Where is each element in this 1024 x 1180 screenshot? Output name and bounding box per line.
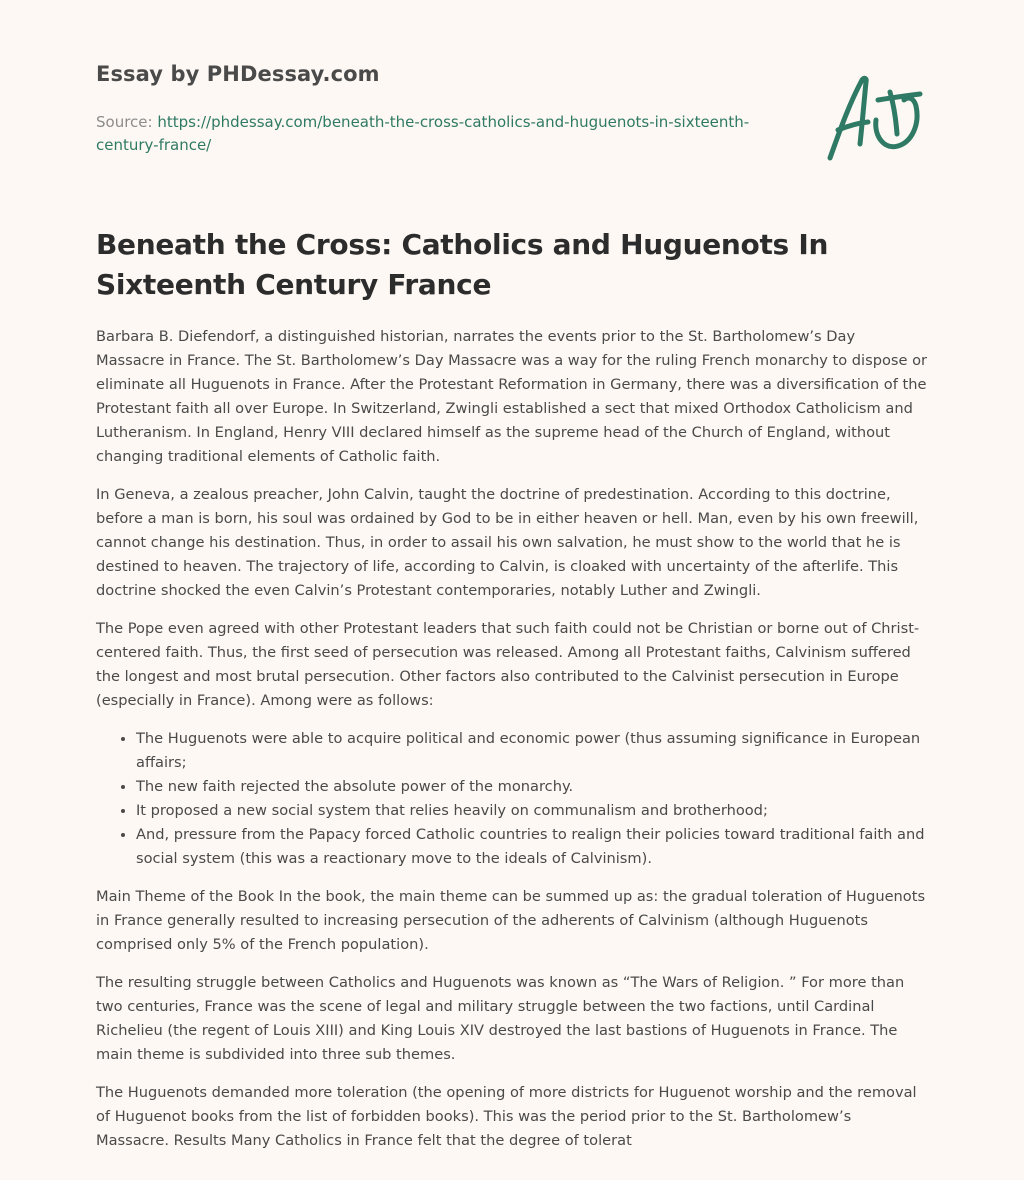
list-item: • The new faith rejected the absolute power of the monarchy. <box>136 775 928 799</box>
paragraph: Barbara B. Diefendorf, a distinguished historian, narrates the events prior to the St. Bartholomew’s Day Massacre in France. The St. Bartholomew’s Day Massacre was a way for the ruling French monarchy to dispose or eliminate all Huguenots in France. After the Protestant Reformation in Germany, there was a diversification of the Protestant faith all over Europe. In Switzerland, Zwingli established a sect that mixed Orthodox Catholicism and Lutheranism. In England, Henry VIII declared himself as the supreme head of the Church of England, without changing traditional elements of Catholic faith. <box>96 328 928 465</box>
paragraph: In Geneva, a zealous preacher, John Calvin, taught the doctrine of predestination. According to this doctrine, before a man is born, his soul was ordained by God to be in either heaven or hell. Man, even by his own freewill, cannot change his destination. Thus, in order to assail his own salvation, he must show to the world that he is destined to heaven. The trajectory of life, according to Calvin, is cloaked with uncertainty of the afterlife. This doctrine shocked the even Calvin’s Protestant contemporaries, notably Luther and Zwingli. <box>96 486 919 599</box>
paragraph: Main Theme of the Book In the book, the main theme can be summed up as: the gradual toleration of Huguenots in France generally resulted to increasing persecution of the adherents of Calvinism (although Huguenots comprised only 5% of the French population). <box>96 888 926 953</box>
a-plus-logo-icon <box>824 66 928 166</box>
factor-list <box>96 727 928 871</box>
source-line <box>96 111 776 157</box>
article-body <box>96 325 928 1167</box>
paragraph: The Huguenots demanded more toleration (the opening of more districts for Huguenot worship and the removal of Huguenot books from the list of forbidden books). This was the period prior to the St. Bartholomew’s Massacre. Results Many Catholics in France felt that the degree of tolerat <box>96 1084 917 1149</box>
paragraph: The Pope even agreed with other Protestant leaders that such faith could not be Christian or borne out of Christ-centered faith. Thus, the first seed of persecution was released. Among all Protestant faiths, Calvinism suffered the longest and most brutal persecution. Other factors also contributed to the Calvinist persecution in Europe (especially in France). Among were as follows: <box>96 620 920 709</box>
source-label: Source: <box>96 113 158 131</box>
list-item: • The Huguenots were able to acquire political and economic power (thus assuming significance in European affairs; <box>136 727 928 775</box>
site-name: Essay by PHDessay.com <box>96 62 380 86</box>
article-title: Beneath the Cross: Catholics and Huguenots In Sixteenth Century France <box>96 228 829 301</box>
paragraph: The resulting struggle between Catholics and Huguenots was known as “The Wars of Religion. ” For more than two centuries, France was the scene of legal and military struggle between the two factions, until Cardinal Richelieu (the regent of Louis XIII) and King Louis XIV destroyed the last bastions of Huguenots in France. The main theme is subdivided into three sub themes. <box>96 974 905 1063</box>
list-item: • And, pressure from the Papacy forced Catholic countries to realign their policies toward traditional faith and social system (this was a reactionary move to the ideals of Calvinism). <box>136 823 928 871</box>
source-link[interactable]: https://phdessay.com/beneath-the-cross-catholics-and-huguenots-in-sixteenth-century-france/ <box>96 113 750 154</box>
list-item: • It proposed a new social system that relies heavily on communalism and brotherhood; <box>136 799 928 823</box>
